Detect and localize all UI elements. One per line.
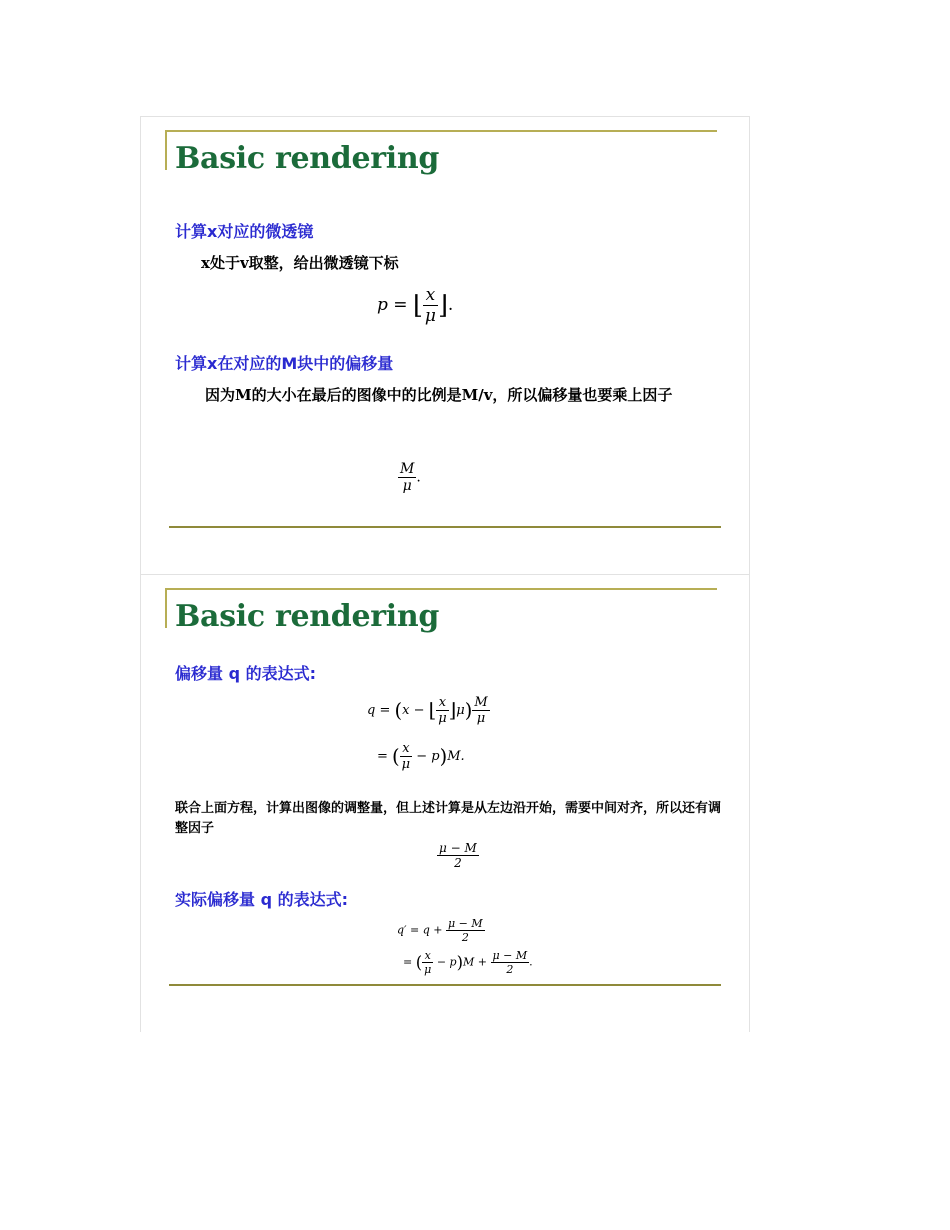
equation-end: . [447, 295, 454, 315]
floor-bracket-left: ⌊ [412, 290, 423, 321]
equation-q-line-1: q = (x − ⌊ $\frac{x}{\mu}$ ⌋μ) $\frac{M}{\mu}$ [367, 695, 488, 726]
equation-q2-line-1 [397, 917, 485, 944]
fraction-numerator: x [424, 949, 431, 962]
section-heading: 偏移量 q 的表达式: [175, 664, 316, 683]
fraction-denominator: μ [424, 306, 436, 326]
equation-lhs: p = [377, 295, 408, 315]
equation-term: M. [447, 749, 465, 764]
equation-lhs: q′ = q + [397, 923, 443, 937]
slide-top-rule [165, 588, 717, 590]
body-text: 因为M的大小在最后的图像中的比例是M/v，所以偏移量也要乘上因子 [205, 386, 673, 404]
fraction-numerator: M [474, 695, 488, 710]
floor-bracket-right: ⌋ [437, 290, 448, 321]
equation-factor [398, 461, 421, 494]
equation-lhs: q = [367, 703, 391, 718]
fraction-numerator: x [425, 285, 436, 305]
fraction-numerator: M [400, 461, 415, 477]
equation-q-line-2: = ( $\frac{x}{\mu}$ − p)M. [377, 741, 465, 772]
body-text: x处于v取整，给出微透镜下标 [201, 254, 399, 272]
fraction-numerator: x [402, 741, 410, 756]
fraction-numerator: x [438, 695, 447, 710]
fraction-denominator: μ [398, 477, 416, 494]
body-text: 联合上面方程，计算出图像的调整量，但上述计算是从左边沿开始，需要中间对齐，所以还有调整因子 [175, 801, 722, 836]
equation-term: M + [463, 955, 487, 969]
section-heading: 计算x对应的微透镜 [175, 222, 314, 241]
equation-end: . [416, 469, 421, 486]
equation-term: − p [416, 749, 440, 764]
equation-p [377, 285, 453, 326]
slide-top-rule-tick [165, 588, 167, 628]
section-heading: 计算x在对应的M块中的偏移量 [175, 354, 394, 373]
slide-1 [141, 117, 749, 574]
fraction-denominator: μ [472, 710, 489, 726]
slide-bottom-rule [169, 526, 721, 528]
fraction-denominator: 2 [437, 855, 479, 870]
equation-lhs: = [403, 955, 413, 969]
equation-term: x − [402, 703, 425, 718]
equation-q2-line-2: = ( $\frac{x}{\mu}$ − p)M + $\frac{\mu - M}{2}$ . [403, 949, 533, 976]
fraction-denominator: 2 [491, 962, 530, 976]
slide-title: Basic rendering [175, 599, 440, 634]
fraction-denominator: 2 [446, 930, 485, 944]
fraction-denominator: μ [424, 963, 432, 976]
equation-adjust-factor [437, 841, 479, 870]
equation-term: μ [456, 703, 465, 718]
slide-2 [141, 575, 749, 1032]
fraction-numerator: μ − M [492, 949, 528, 962]
fraction-numerator: μ − M [439, 841, 477, 855]
fraction-denominator: μ [401, 757, 411, 772]
equation-end: . [529, 955, 533, 969]
slide-bottom-rule [169, 984, 721, 986]
section-heading: 实际偏移量 q 的表达式: [175, 890, 348, 909]
fraction-denominator: μ [438, 711, 447, 726]
fraction-numerator: μ − M [448, 917, 483, 930]
slide-top-rule-tick [165, 130, 167, 170]
equation-term: − p [436, 955, 457, 969]
slide-top-rule [165, 130, 717, 132]
slide-title: Basic rendering [175, 141, 440, 176]
equation-lhs: = [377, 749, 388, 764]
